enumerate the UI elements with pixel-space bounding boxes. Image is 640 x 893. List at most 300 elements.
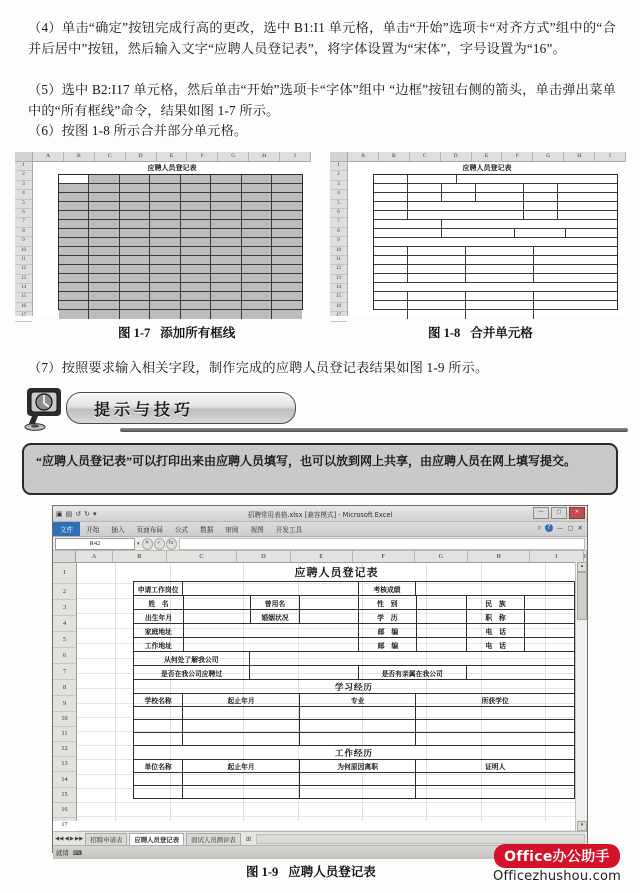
figure-1-7-cell xyxy=(272,211,301,219)
figure-1-7-cell xyxy=(272,175,301,183)
form-row-4 xyxy=(100,610,575,624)
first-sheet-icon[interactable]: ◀◀ xyxy=(55,835,64,842)
col-c: C xyxy=(410,152,441,161)
work-header-reference: 证明人 xyxy=(415,759,575,773)
figure-1-7-caption-title: 添加所有框线 xyxy=(160,326,236,340)
figure-1-7-cell xyxy=(211,301,241,309)
figure-1-7-row xyxy=(59,256,302,265)
last-sheet-icon[interactable]: ▶▶ xyxy=(74,835,84,842)
excel-row-header-3[interactable]: 3 xyxy=(53,600,76,616)
figure-1-8-row xyxy=(374,310,617,319)
ribbon-tab-insert[interactable]: 插入 xyxy=(111,526,125,534)
name-box[interactable]: R42 xyxy=(55,538,135,550)
window-controls[interactable] xyxy=(533,507,585,519)
ribbon-tab-page-layout[interactable]: 页面布局 xyxy=(136,526,163,534)
excel-window-title: 招聘常用表格.xlsx [兼容模式] - Microsoft Excel xyxy=(247,510,393,519)
figure-1-7-cell xyxy=(59,247,89,255)
col-i: I xyxy=(280,152,311,161)
select-all-corner xyxy=(330,152,348,161)
site-watermark xyxy=(478,844,636,884)
excel-row-header-5[interactable]: 5 xyxy=(53,632,76,648)
col-e: E xyxy=(472,152,503,161)
figure-1-8-cell xyxy=(534,274,617,282)
row-header-17: 17 xyxy=(15,312,32,321)
label-work-address: 工作地址 xyxy=(133,637,184,652)
work-cell-leave-reason[interactable] xyxy=(299,785,416,799)
figure-1-7-cell xyxy=(272,247,301,255)
insert-sheet-icon[interactable]: ⊞ xyxy=(245,834,252,843)
excel-row-header-4[interactable]: 4 xyxy=(53,616,76,632)
redo-icon[interactable]: ↻ xyxy=(84,509,90,518)
figure-1-7-cell xyxy=(59,211,89,219)
figure-1-7-cell xyxy=(59,274,89,282)
scroll-down-icon[interactable]: ▾ xyxy=(577,821,587,831)
figure-1-8-cell xyxy=(408,274,466,282)
figure-1-7-cell xyxy=(89,238,119,246)
figure-1-7-cell xyxy=(89,274,119,282)
figure-1-8-caption xyxy=(428,323,533,341)
figure-1-7-cell xyxy=(242,265,272,273)
column-header-a[interactable]: A xyxy=(76,551,113,562)
value-job-title[interactable] xyxy=(524,609,575,624)
form-gutter xyxy=(99,651,134,666)
minimize-button[interactable]: — xyxy=(533,507,549,519)
column-header-h[interactable]: H xyxy=(468,551,530,562)
figure-1-9-caption-number: 图 1-9 xyxy=(246,865,279,879)
value-birth-date[interactable] xyxy=(183,609,251,624)
label-job-title: 职 称 xyxy=(466,609,525,624)
figure-1-8-cell xyxy=(534,256,617,264)
row-header-9: 9 xyxy=(330,237,347,246)
label-job-position: 申请工作岗位 xyxy=(133,581,184,596)
figure-1-8-sheet xyxy=(348,162,626,316)
figure-1-7-cell xyxy=(150,292,180,300)
excel-row-header-14[interactable]: 14 xyxy=(53,772,76,788)
figure-1-7-cell xyxy=(211,193,241,201)
row-header-12: 12 xyxy=(15,265,32,274)
study-cell-degree[interactable] xyxy=(415,732,575,746)
figure-1-7-cell xyxy=(242,211,272,219)
col-b: B xyxy=(64,152,95,161)
figure-1-7-cell xyxy=(59,292,89,300)
value-assessment-score[interactable] xyxy=(415,581,575,596)
figure-1-7-cell xyxy=(211,310,241,319)
cell-area[interactable] xyxy=(77,563,587,821)
row-header-2: 2 xyxy=(330,171,347,180)
figure-1-8-cell xyxy=(374,202,408,210)
excel-row-header-12[interactable]: 12 xyxy=(53,742,76,757)
excel-window xyxy=(52,505,588,857)
form-gutter xyxy=(99,785,134,799)
figure-1-7-cell xyxy=(59,238,89,246)
value-applied-before[interactable] xyxy=(249,665,358,680)
figure-1-8-caption-number: 图 1-8 xyxy=(428,326,461,340)
formula-input[interactable] xyxy=(179,538,585,550)
work-cell-reference[interactable] xyxy=(415,772,575,786)
row-header-6: 6 xyxy=(15,209,32,218)
work-cell-dates[interactable] xyxy=(182,785,299,799)
label-relative-in-company: 是否有亲属在我公司 xyxy=(358,665,467,680)
col-g: G xyxy=(218,152,249,161)
excel-row-header-1[interactable]: 1 xyxy=(53,563,76,584)
figure-1-7-cell xyxy=(242,274,272,282)
value-former-name[interactable] xyxy=(299,595,358,610)
study-cell-major[interactable] xyxy=(299,732,416,746)
select-all-button[interactable] xyxy=(53,551,76,562)
value-home-postcode[interactable] xyxy=(416,623,467,638)
figure-1-8-cell xyxy=(408,193,442,201)
form-gutter xyxy=(99,581,134,596)
save-icon[interactable]: ▤ xyxy=(65,509,73,518)
figure-1-8-row-headers xyxy=(330,162,348,319)
figure-1-7-cell xyxy=(211,184,241,192)
value-home-phone[interactable] xyxy=(524,623,575,638)
close-button[interactable]: ✕ xyxy=(569,507,585,519)
figure-1-8-cell xyxy=(374,211,408,219)
status-state: 就绪 xyxy=(56,849,69,857)
label-education: 学 历 xyxy=(358,609,417,624)
figure-1-7-cell xyxy=(59,301,89,309)
work-cell-leave-reason[interactable] xyxy=(299,772,416,786)
ribbon-tab-bar[interactable] xyxy=(53,522,587,537)
section-work-history: 工作经历 xyxy=(133,745,575,760)
study-cell-major[interactable] xyxy=(299,719,416,733)
keyboard-indicator-icon: ⌨ xyxy=(72,848,83,857)
figure-1-7-cell xyxy=(181,292,211,300)
value-ethnicity[interactable] xyxy=(524,595,575,610)
value-name[interactable] xyxy=(183,595,251,610)
row-header-13: 13 xyxy=(330,275,347,284)
figure-1-8-cell xyxy=(374,310,408,319)
label-gender: 性 别 xyxy=(358,595,417,610)
figure-1-7-column-headers xyxy=(15,152,311,162)
figure-1-8-cell xyxy=(408,301,466,309)
value-relative-in-company[interactable] xyxy=(466,665,575,680)
row-header-15: 15 xyxy=(15,293,32,302)
study-cell-major[interactable] xyxy=(299,706,416,720)
label-name: 姓 名 xyxy=(133,595,184,610)
study-cell-degree[interactable] xyxy=(415,719,575,733)
figure-1-7-row xyxy=(59,229,302,238)
figure-1-8-merged-table xyxy=(373,174,618,310)
study-cell-school[interactable] xyxy=(133,706,184,720)
figure-1-7-cell xyxy=(181,301,211,309)
figure-1-7-cell xyxy=(120,283,150,291)
row-header-3: 3 xyxy=(330,181,347,190)
form-gutter xyxy=(99,609,134,624)
column-header-d[interactable]: D xyxy=(237,551,290,562)
work-cell-reference[interactable] xyxy=(415,785,575,799)
label-assessment-score: 考核成绩 xyxy=(358,581,417,596)
figure-1-8-cell xyxy=(466,310,534,319)
value-home-address[interactable] xyxy=(183,623,360,638)
vertical-scrollbar[interactable] xyxy=(575,562,587,831)
prev-sheet-icon[interactable]: ◀ xyxy=(64,835,69,842)
formula-bar[interactable] xyxy=(53,537,587,551)
figure-1-7-cell xyxy=(242,184,272,192)
excel-row-header-6[interactable]: 6 xyxy=(53,648,76,664)
figure-1-8-row xyxy=(374,175,617,184)
figure-1-7-cell xyxy=(150,274,180,282)
figure-1-7-cell xyxy=(59,220,89,228)
sheet-navigation-buttons[interactable] xyxy=(55,836,83,842)
figure-1-8-cell xyxy=(374,220,442,228)
value-gender[interactable] xyxy=(416,595,467,610)
label-home-address: 家庭地址 xyxy=(133,623,184,638)
work-header-company: 单位名称 xyxy=(133,759,184,773)
form-gutter xyxy=(99,745,134,760)
figure-1-7-cell xyxy=(120,175,150,183)
excel-row-header-8[interactable]: 8 xyxy=(53,680,76,696)
figure-1-7-cell xyxy=(242,292,272,300)
column-header-j[interactable]: J xyxy=(583,553,586,560)
figure-row xyxy=(10,152,630,317)
figure-1-8-cell xyxy=(408,247,466,255)
figure-1-8-cell xyxy=(524,193,558,201)
figure-1-8-cell xyxy=(374,184,408,192)
figure-1-7-cell xyxy=(89,175,119,183)
figure-1-7-cell xyxy=(150,247,180,255)
figure-1-8-cell xyxy=(408,265,466,273)
figure-1-8-row xyxy=(374,184,617,193)
row-header-5: 5 xyxy=(330,200,347,209)
excel-row-header-15[interactable]: 15 xyxy=(53,788,76,803)
figure-1-7-cell xyxy=(211,211,241,219)
figure-1-7-cell xyxy=(89,229,119,237)
figure-1-8-cell xyxy=(466,301,534,309)
figure-1-7-caption xyxy=(118,323,235,341)
excel-logo-icon: ▣ xyxy=(56,509,63,518)
next-sheet-icon[interactable]: ▶ xyxy=(69,835,74,842)
value-marital-status[interactable] xyxy=(299,609,358,624)
figure-1-8-row xyxy=(374,274,617,283)
figure-1-7-cell xyxy=(120,301,150,309)
sheet-tab-interview-evaluation[interactable]: 面试人员测评表 xyxy=(186,833,241,845)
ribbon-tab-view[interactable]: 视图 xyxy=(250,526,264,534)
excel-row-header-7[interactable]: 7 xyxy=(53,664,76,680)
figure-1-8-row xyxy=(374,247,617,256)
value-work-postcode[interactable] xyxy=(416,637,467,652)
enter-formula-icon[interactable]: ✓ xyxy=(154,538,165,550)
figure-1-7-cell xyxy=(89,310,119,319)
figure-1-7-cell xyxy=(211,274,241,282)
registration-form-table xyxy=(100,563,575,799)
sheet-tab-applicant-registration[interactable]: 应聘人员登记表 xyxy=(129,833,184,845)
figure-1-7-cell xyxy=(89,256,119,264)
figure-1-8-cell xyxy=(408,175,457,183)
scroll-up-icon[interactable]: ▴ xyxy=(577,562,587,572)
work-cell-dates[interactable] xyxy=(182,772,299,786)
figure-1-8-cell xyxy=(374,274,408,282)
tips-body-box xyxy=(22,443,618,495)
figure-1-8-cell xyxy=(534,301,617,309)
grid-body[interactable] xyxy=(53,563,587,828)
study-cell-degree[interactable] xyxy=(415,706,575,720)
figure-1-7-row xyxy=(59,247,302,256)
sheet-tab-recruit-application[interactable]: 招聘申请表 xyxy=(85,833,127,845)
form-row-17 xyxy=(100,786,575,799)
ribbon-tab-developer[interactable]: 开发工具 xyxy=(275,526,303,534)
figure-1-7-cell xyxy=(242,310,272,319)
label-work-postcode: 邮 编 xyxy=(358,637,417,652)
figure-1-7-row xyxy=(59,310,302,319)
row-header-13: 13 xyxy=(15,275,32,284)
figure-1-7-cell xyxy=(89,211,119,219)
ribbon-tab-home[interactable]: 开始 xyxy=(86,526,100,534)
label-how-know-company: 从何处了解我公司 xyxy=(133,651,250,666)
column-header-b[interactable]: B xyxy=(113,551,166,562)
figure-1-7-cell xyxy=(181,175,211,183)
figure-1-7-cell xyxy=(211,283,241,291)
figure-1-7-cell xyxy=(181,247,211,255)
col-c: C xyxy=(95,152,126,161)
figure-1-8-cell xyxy=(457,175,617,183)
figure-1-7-cell xyxy=(59,184,89,192)
value-work-phone[interactable] xyxy=(524,637,575,652)
tips-banner-rule xyxy=(120,428,628,432)
value-work-address[interactable] xyxy=(183,637,360,652)
excel-row-header-2[interactable]: 2 xyxy=(53,584,76,600)
figure-1-7-cell xyxy=(59,193,89,201)
figure-1-8-row xyxy=(374,211,617,220)
column-header-f[interactable]: F xyxy=(353,551,415,562)
figure-1-7-grid xyxy=(15,162,311,319)
form-row-9 xyxy=(100,680,575,694)
ribbon-tab-review[interactable]: 审阅 xyxy=(225,526,239,534)
figure-1-7-row xyxy=(59,193,302,202)
restore-button[interactable]: ▢ xyxy=(551,507,567,519)
figure-1-7-row-headers xyxy=(15,162,33,319)
excel-row-header-17[interactable]: 17 xyxy=(53,818,76,831)
value-education[interactable] xyxy=(416,609,467,624)
figure-1-7-row xyxy=(59,238,302,247)
study-cell-dates[interactable] xyxy=(182,719,299,733)
horizontal-scrollbar[interactable] xyxy=(256,834,585,844)
figure-1-8-row xyxy=(374,229,617,238)
close-window-icon[interactable]: ✕ xyxy=(577,524,583,532)
figure-1-7-cell xyxy=(59,202,89,210)
figure-1-8-cell xyxy=(466,247,534,255)
figure-1-7-cell xyxy=(120,238,150,246)
help-icon[interactable]: ? xyxy=(545,524,553,532)
figure-1-7-sheet xyxy=(33,162,311,316)
ribbon-tab-formulas[interactable]: 公式 xyxy=(174,526,189,534)
study-cell-dates[interactable] xyxy=(182,732,299,746)
figure-1-7-row xyxy=(59,220,302,229)
figure-1-9-caption-title: 应聘人员登记表 xyxy=(288,865,376,879)
label-work-phone: 电 话 xyxy=(466,637,525,652)
figure-1-8-title: 应聘人员登记表 xyxy=(462,164,512,172)
figure-1-7-caption-number: 图 1-7 xyxy=(118,326,151,340)
insert-function-icon[interactable]: fx xyxy=(166,538,177,550)
cancel-formula-icon[interactable]: ✕ xyxy=(142,538,153,550)
row-header-11: 11 xyxy=(330,256,347,265)
minimize-ribbon-icon[interactable]: — xyxy=(556,524,564,532)
figure-1-7-cell xyxy=(272,256,301,264)
figure-1-8-cell xyxy=(408,184,442,192)
scrollbar-thumb[interactable] xyxy=(577,572,587,620)
study-header-school: 学校名称 xyxy=(133,693,184,707)
figure-1-7-cell xyxy=(211,238,241,246)
value-job-position[interactable] xyxy=(182,581,358,596)
undo-icon[interactable]: ↺ xyxy=(75,509,82,518)
gridline-horizontal xyxy=(77,816,587,817)
figure-1-7-cell xyxy=(272,274,301,282)
figure-1-8 xyxy=(330,152,626,319)
ribbon-right-controls[interactable] xyxy=(538,524,583,532)
paragraph-step-4: （4）单击“确定”按钮完成行高的更改，选中 B1:I1 单元格，单击“开始”选项卡“对齐方式”组中的“合并后居中”按钮，然后输入文字“应聘人员登记表”，将字体设置为“宋体”，字号设置为“16”。 xyxy=(28,20,616,56)
figure-1-7 xyxy=(15,152,311,319)
figure-1-7-cell xyxy=(242,256,272,264)
column-header-g[interactable]: G xyxy=(415,551,468,562)
form-row-2 xyxy=(100,582,575,596)
sheet-tab-bar[interactable] xyxy=(53,831,587,845)
figure-1-8-cell xyxy=(466,274,534,282)
figure-1-7-row xyxy=(59,301,302,310)
form-gutter xyxy=(99,595,134,610)
ribbon-tab-data[interactable]: 数据 xyxy=(200,526,214,534)
column-header-c[interactable]: C xyxy=(167,551,238,562)
excel-row-header-11[interactable]: 11 xyxy=(53,727,76,742)
column-header-i[interactable]: I xyxy=(530,551,583,562)
study-cell-school[interactable] xyxy=(133,732,184,746)
figure-1-7-cell xyxy=(120,265,150,273)
form-gutter xyxy=(99,693,134,707)
excel-row-header-9[interactable]: 9 xyxy=(53,696,76,712)
label-former-name: 曾用名 xyxy=(250,595,301,610)
name-box-dropdown-icon[interactable]: ▾ xyxy=(137,540,140,547)
figure-1-7-cell xyxy=(89,283,119,291)
row-header-5: 5 xyxy=(15,200,32,209)
figure-1-8-cell xyxy=(374,238,617,246)
row-header-10: 10 xyxy=(15,247,32,256)
figure-1-8-column-headers xyxy=(330,152,626,162)
figure-1-7-cell xyxy=(120,184,150,192)
value-how-know-company[interactable] xyxy=(249,651,575,666)
formula-bar-buttons[interactable] xyxy=(142,538,177,550)
restore-window-icon[interactable]: ▢ xyxy=(567,524,574,532)
ribbon-collapse-icon[interactable]: ▿ xyxy=(537,524,541,532)
work-cell-company[interactable] xyxy=(133,772,184,786)
excel-row-header-10[interactable]: 10 xyxy=(53,712,76,727)
figure-1-8-cell xyxy=(408,211,524,219)
col-g: G xyxy=(533,152,564,161)
select-all-corner xyxy=(15,152,33,161)
spreadsheet-grid[interactable] xyxy=(53,551,587,831)
ribbon-tab-file[interactable]: 文件 xyxy=(53,522,80,536)
study-cell-school[interactable] xyxy=(133,719,184,733)
row-header-1: 1 xyxy=(15,162,32,171)
excel-row-header-13[interactable]: 13 xyxy=(53,757,76,772)
figure-1-7-cell xyxy=(272,301,301,309)
figure-1-8-cell xyxy=(466,256,534,264)
row-header-6: 6 xyxy=(330,209,347,218)
figure-1-7-cell xyxy=(272,292,301,300)
figure-1-8-cell xyxy=(374,256,408,264)
figure-1-7-cell xyxy=(181,256,211,264)
figure-1-8-cell xyxy=(374,283,617,291)
column-header-e[interactable]: E xyxy=(291,551,353,562)
customize-qat-icon[interactable]: ▾ xyxy=(93,509,97,518)
figure-1-7-cell xyxy=(120,211,150,219)
row-header-column[interactable] xyxy=(53,563,77,828)
excel-row-header-16[interactable]: 16 xyxy=(53,803,76,818)
gridline-horizontal xyxy=(77,830,587,831)
figure-1-7-row xyxy=(59,265,302,274)
col-a: A xyxy=(33,152,64,161)
work-cell-company[interactable] xyxy=(133,785,184,799)
study-cell-dates[interactable] xyxy=(182,706,299,720)
